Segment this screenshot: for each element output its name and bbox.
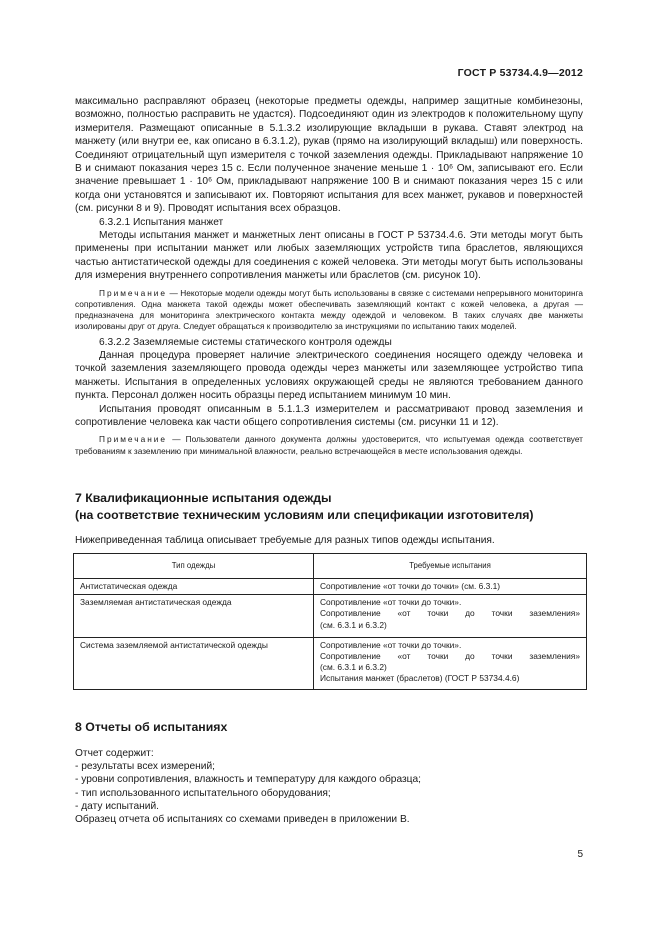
table-row bbox=[74, 595, 587, 638]
list-item: - уровни сопротивления, влажность и температуру для каждого образца; bbox=[75, 774, 422, 786]
page-number: 5 bbox=[577, 849, 583, 860]
table-cell-type: Антистатическая одежда bbox=[74, 579, 314, 595]
section-7-title-line2: (на соответствие техническим условиям или спецификации изготовителя) bbox=[75, 508, 534, 522]
test-line: (см. 6.3.1 и 6.3.2) bbox=[320, 619, 387, 630]
list-item: - дату испытаний. bbox=[75, 800, 159, 812]
section-7-heading bbox=[75, 490, 585, 524]
paragraph-continuation: максимально расправляют образец (некоторые предметы одежды, например защитные комбинезоны, возможно, полностью расправить не удастся). Подсоединяют один из электродов к положительному щупу измерителя. Размещают описанные в 5.1.3.2 изолирующие вкладыши в рукава. Ставят электрод на манжету (или внутри ее, как описано в 6.3.1.2), рукав (прямо на изолирующий вкладыш) или поверхность. Соединяют отрицательный щуп измерителя с точкой заземления одежды. Прикладывают напряжение 10 В и снимают показания через 15 с. Если полученное значение меньше 1 · 10⁶ Ом, записывают его. Если значение превышает 1 · 10⁶ Ом, прикладывают напряжение 100 В и снимают показания через 15 с или когда они установятся и записывают их. Повторяют испытания для всех манжет, рукавов и поверхностей (см. рисунки 8 и 9). Проводят испытания всех образцов. bbox=[75, 96, 583, 215]
report-closing: Образец отчета об испытаниях со схемами приведен в приложении В. bbox=[75, 814, 410, 826]
list-item: - тип использованного испытательного оборудования; bbox=[75, 787, 331, 799]
list-item: - результаты всех измерений; bbox=[75, 761, 215, 773]
table-cell-type: Система заземляемой антистатической одежды bbox=[74, 637, 314, 689]
note-2-text: — Пользователи данного документа должны удостоверится, что испытуемая одежда соответствует требованиям к заземлению при минимальной влажности, реально встречающейся в месте использования одежды. bbox=[75, 434, 583, 456]
paragraph-testing: Испытания проводят описанным в 5.1.1.3 измерителем и рассматривают провод заземления и сопротивление человека как части общего сопротивления системы (см. рисунки 11 и 12). bbox=[75, 403, 583, 428]
test-line: Сопротивление «от точки до точки заземления» bbox=[320, 608, 580, 619]
subsection-title-6-3-2-2: 6.3.2.2 Заземляемые системы статического контроля одежды bbox=[99, 336, 392, 348]
test-line: Испытания манжет (браслетов) (ГОСТ Р 53734.4.6) bbox=[320, 673, 520, 684]
test-line: Сопротивление «от точки до точки» (см. 6.3.1) bbox=[320, 581, 501, 591]
body-text-block bbox=[75, 95, 583, 457]
table-cell-tests bbox=[314, 579, 587, 595]
requirements-table bbox=[73, 553, 587, 690]
report-lead: Отчет содержит: bbox=[75, 748, 154, 759]
section-8-heading: 8 Отчеты об испытаниях bbox=[75, 720, 228, 734]
note-2 bbox=[75, 434, 583, 456]
section-7-title-line1: 7 Квалификационные испытания одежды bbox=[75, 491, 332, 505]
table-intro: Нижеприведенная таблица описывает требуемые для разных типов одежды испытания. bbox=[75, 535, 495, 546]
test-line: Сопротивление «от точки до точки». bbox=[320, 639, 462, 650]
note-1 bbox=[75, 288, 583, 333]
table-header-tests: Требуемые испытания bbox=[314, 554, 587, 579]
paragraph-cuffs: Методы испытания манжет и манжетных лент описаны в ГОСТ Р 53734.4.6. Эти методы могут быть применены при испытании манжет или любых заземляющих устройств типа браслетов, являющихся частью антистатической одежды для соединения с кожей человека. Эти методы могут быть использованы для измерения внутреннего сопротивления манжеты или браслетов (см. рисунок 10). bbox=[75, 230, 583, 282]
note-label: Примечание bbox=[99, 287, 168, 298]
note-label: Примечание bbox=[99, 434, 168, 445]
note-1-text: — Некоторые модели одежды могут быть использованы в связке с системами непрерывного мониторинга сопротивления. Одна манжета такой одежды может обеспечивать заземляющий контакт с кожей человека, а другая — предназначена для мониторинга электрического контакта между одеждой и человеком. В таких случаях две манжеты изолированы друг от друга. Следует обращаться к производителю за инструкциями по испытанию таких моделей. bbox=[75, 287, 583, 332]
table-cell-type: Заземляемая антистатическая одежда bbox=[74, 595, 314, 638]
document-header: ГОСТ Р 53734.4.9—2012 bbox=[457, 67, 583, 79]
test-line: (см. 6.3.1 и 6.3.2) bbox=[320, 662, 387, 673]
table-cell-tests bbox=[314, 595, 587, 638]
test-line: Сопротивление «от точки до точки заземления» bbox=[320, 651, 580, 662]
report-contents bbox=[75, 747, 421, 826]
paragraph-procedure: Данная процедура проверяет наличие электрического соединения носящего одежду человека и точкой заземления заземляющего провода одежды через манжеты или заземляющее устройство типа манжеты. Испытания в определенных условиях окружающей среды не являются требованием данного пункта. Персонал должен носить образцы перед испытанием минимум 10 мин. bbox=[75, 349, 583, 402]
subsection-title-6-3-2-1: 6.3.2.1 Испытания манжет bbox=[99, 216, 224, 228]
table-row bbox=[74, 579, 587, 595]
test-line: Сопротивление «от точки до точки». bbox=[320, 597, 462, 608]
table-cell-tests bbox=[314, 637, 587, 689]
table-header-type: Тип одежды bbox=[74, 554, 314, 579]
table-row bbox=[74, 637, 587, 689]
